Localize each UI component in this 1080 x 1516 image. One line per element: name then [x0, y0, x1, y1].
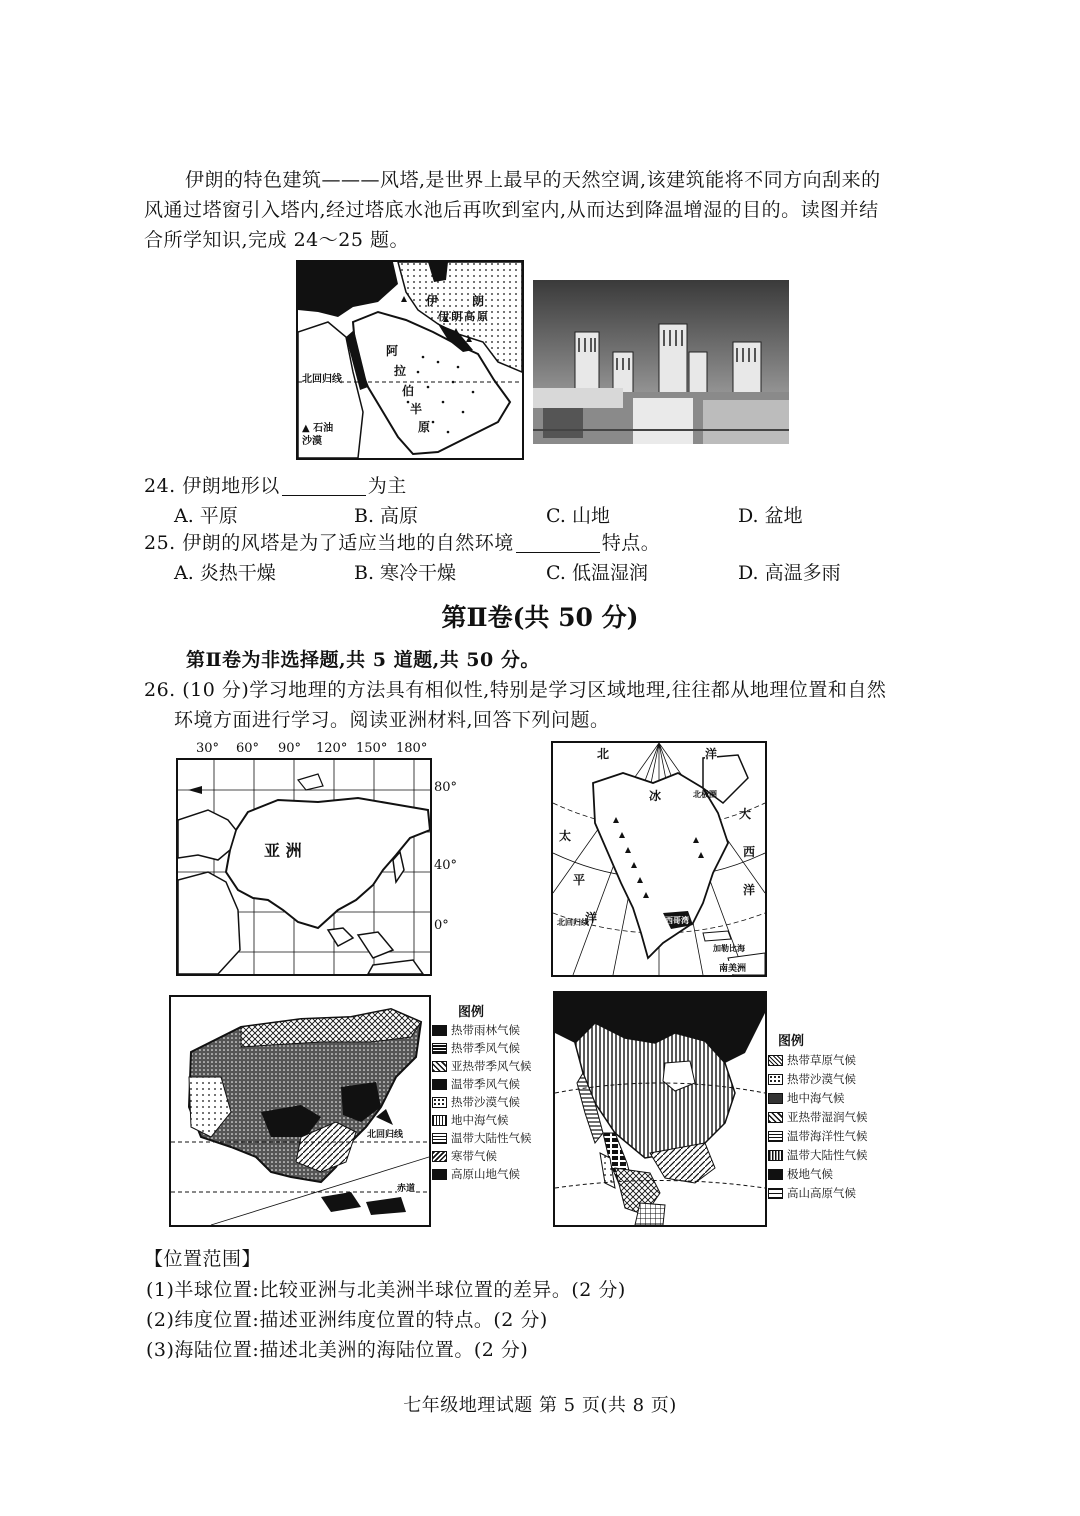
asia-legend-temperate-monsoon — [432, 1076, 520, 1092]
na-label-yang1: 洋 — [705, 747, 718, 761]
intro-line-3: 合所学知识,完成 24～25 题。 — [144, 229, 409, 251]
asia-label: 亚 洲 — [264, 841, 302, 860]
na-legend-continental — [768, 1147, 868, 1163]
na-legend-humid-subtropical — [768, 1109, 868, 1125]
na-label-tai: 太 — [559, 829, 572, 843]
intro-line-1: 伊朗的特色建筑———风塔,是世界上最早的天然空调,该建筑能将不同方向刮来的 — [185, 169, 881, 191]
na-arctic-circle: 北极圈 — [693, 789, 717, 799]
na-label-da: 大 — [739, 807, 752, 821]
na-tropic: 北回归线 — [557, 917, 589, 927]
asia-map-top-ticks — [196, 741, 436, 759]
tick-180: 180° — [396, 741, 428, 756]
na-legend-savanna — [768, 1052, 856, 1068]
asia-legend-title: 图例 — [458, 1005, 485, 1020]
q25-option-a[interactable]: A. 炎热干燥 — [174, 562, 276, 584]
na-label-bei: 北 — [597, 747, 610, 761]
q25-stem — [144, 529, 660, 558]
iran-map — [296, 260, 524, 460]
q25-stem-after: 特点。 — [601, 532, 661, 554]
page-footer: 七年级地理试题 第 5 页(共 8 页) — [403, 1395, 677, 1416]
asia-legend-mediterranean — [432, 1112, 509, 1128]
iran-label-yi: 伊 — [426, 294, 439, 308]
q24-stem-after: 为主 — [367, 475, 407, 497]
asia-climate-drawing — [171, 997, 429, 1225]
iran-label-lang: 朗 — [472, 294, 485, 308]
legend-oil: 石油 — [313, 423, 334, 434]
asia-legend-label: 亚热带季风气候 — [451, 1059, 532, 1073]
asia-legend-desert — [432, 1094, 520, 1110]
na-label-yang3: 洋 — [585, 911, 598, 925]
tick-0: 0° — [434, 918, 449, 933]
q25-option-d[interactable]: D. 高温多雨 — [738, 562, 841, 584]
wind-tower-photo-drawing — [533, 280, 789, 444]
na-position-map — [551, 741, 767, 977]
iran-plateau-label: 伊朗高原 — [438, 310, 490, 323]
asia-legend-tropical-monsoon — [432, 1040, 520, 1056]
asia-legend-label: 地中海气候 — [451, 1113, 509, 1127]
na-legend-label: 高山高原气候 — [787, 1186, 856, 1200]
na-position-drawing — [553, 743, 765, 975]
iran-tropic-label: 北回归线 — [302, 370, 342, 385]
na-legend-highland — [768, 1185, 856, 1201]
na-legend-desert — [768, 1071, 856, 1087]
na-legend-title: 图例 — [778, 1034, 805, 1049]
tick-60: 60° — [236, 741, 260, 756]
asia-climate-tropic: 北回归线 — [367, 1127, 403, 1140]
asia-climate-map — [169, 995, 431, 1227]
tick-120: 120° — [316, 741, 348, 756]
arabia-label-a: 阿 — [386, 344, 399, 358]
q24-option-c[interactable]: C. 山地 — [546, 505, 610, 527]
q24-stem — [144, 472, 407, 501]
asia-legend-label: 热带季风气候 — [451, 1041, 520, 1055]
q25-stem-before: 25. 伊朗的风塔是为了适应当地的自然环境 — [144, 532, 514, 554]
q26-line-1: 26. (10 分)学习地理的方法具有相似性,特别是学习区域地理,往往都从地理位置和自然 — [144, 679, 887, 701]
asia-legend-highland — [432, 1166, 520, 1182]
tick-30: 30° — [196, 741, 220, 756]
na-legend-label: 亚热带湿润气候 — [787, 1110, 868, 1124]
na-label-bing: 冰 — [649, 789, 662, 803]
q25-option-b[interactable]: B. 寒冷干燥 — [354, 562, 457, 584]
section2-title: 第Ⅱ卷(共 50 分) — [441, 603, 639, 632]
na-legend-label: 温带大陆性气候 — [787, 1148, 868, 1162]
na-south-america: 南美洲 — [719, 961, 746, 974]
legend-desert: 沙漠 — [302, 436, 322, 447]
arabia-label-yuan: 原 — [418, 420, 431, 434]
arabia-label-bo: 伯 — [402, 384, 415, 398]
asia-legend-label: 热带雨林气候 — [451, 1023, 520, 1037]
position-q2: (2)纬度位置:描述亚洲纬度位置的特点。(2 分) — [146, 1309, 548, 1331]
position-heading: 【位置范围】 — [144, 1248, 262, 1270]
na-label-ping: 平 — [573, 873, 586, 887]
q25-option-c[interactable]: C. 低温湿润 — [546, 562, 648, 584]
na-legend-label: 热带草原气候 — [787, 1053, 856, 1067]
iran-map-legend: ▲ 石油 沙漠 — [302, 423, 334, 447]
wind-tower-photo — [533, 280, 789, 444]
asia-legend-label: 寒带气候 — [451, 1149, 497, 1163]
na-label-xi: 西 — [743, 845, 756, 859]
na-legend-maritime — [768, 1128, 868, 1144]
na-gulf: 墨西哥湾 — [657, 915, 689, 925]
na-legend-label: 温带海洋性气候 — [787, 1129, 868, 1143]
asia-legend-polar — [432, 1148, 497, 1164]
na-legend-label: 极地气候 — [787, 1167, 833, 1181]
na-legend-label: 热带沙漠气候 — [787, 1072, 856, 1086]
position-q1: (1)半球位置:比较亚洲与北美洲半球位置的差异。(2 分) — [146, 1279, 626, 1301]
na-climate-drawing — [555, 993, 765, 1225]
q26-line-2: 环境方面进行学习。阅读亚洲材料,回答下列问题。 — [174, 709, 610, 731]
asia-legend-continental — [432, 1130, 532, 1146]
asia-legend-subtropical-monsoon — [432, 1058, 532, 1074]
asia-legend-label: 温带大陆性气候 — [451, 1131, 532, 1145]
na-label-yang2: 洋 — [743, 883, 756, 897]
asia-climate-equator: 赤道 — [397, 1181, 415, 1194]
arabia-label-la: 拉 — [394, 364, 407, 378]
arabia-label-ban: 半 — [410, 402, 423, 416]
tick-80n: 80° — [434, 780, 458, 795]
intro-line-2: 风通过塔窗引入塔内,经过塔底水池后再吹到室内,从而达到降温增湿的目的。读图并结 — [144, 199, 879, 221]
na-legend-mediterranean — [768, 1090, 845, 1106]
q24-answer-blank[interactable] — [282, 475, 366, 496]
tick-90: 90° — [278, 741, 302, 756]
q24-option-a[interactable]: A. 平原 — [174, 505, 238, 527]
asia-legend-rainforest — [432, 1022, 520, 1038]
q25-answer-blank[interactable] — [516, 532, 600, 553]
tick-150: 150° — [356, 741, 388, 756]
asia-grid-map — [176, 758, 432, 976]
q24-option-b[interactable]: B. 高原 — [354, 505, 419, 527]
na-legend-polar — [768, 1166, 833, 1182]
section2-note: 第Ⅱ卷为非选择题,共 5 道题,共 50 分。 — [186, 649, 540, 671]
asia-legend-label: 高原山地气候 — [451, 1167, 520, 1181]
asia-grid-drawing — [178, 760, 430, 974]
asia-legend-label: 热带沙漠气候 — [451, 1095, 520, 1109]
na-caribbean: 加勒比海 — [713, 943, 745, 953]
na-climate-map — [553, 991, 767, 1227]
position-q3: (3)海陆位置:描述北美洲的海陆位置。(2 分) — [146, 1339, 529, 1361]
asia-legend-label: 温带季风气候 — [451, 1077, 520, 1091]
q24-option-d[interactable]: D. 盆地 — [738, 505, 803, 527]
tick-40n: 40° — [434, 858, 458, 873]
q24-stem-before: 24. 伊朗地形以 — [144, 475, 280, 497]
na-legend-label: 地中海气候 — [787, 1091, 845, 1105]
